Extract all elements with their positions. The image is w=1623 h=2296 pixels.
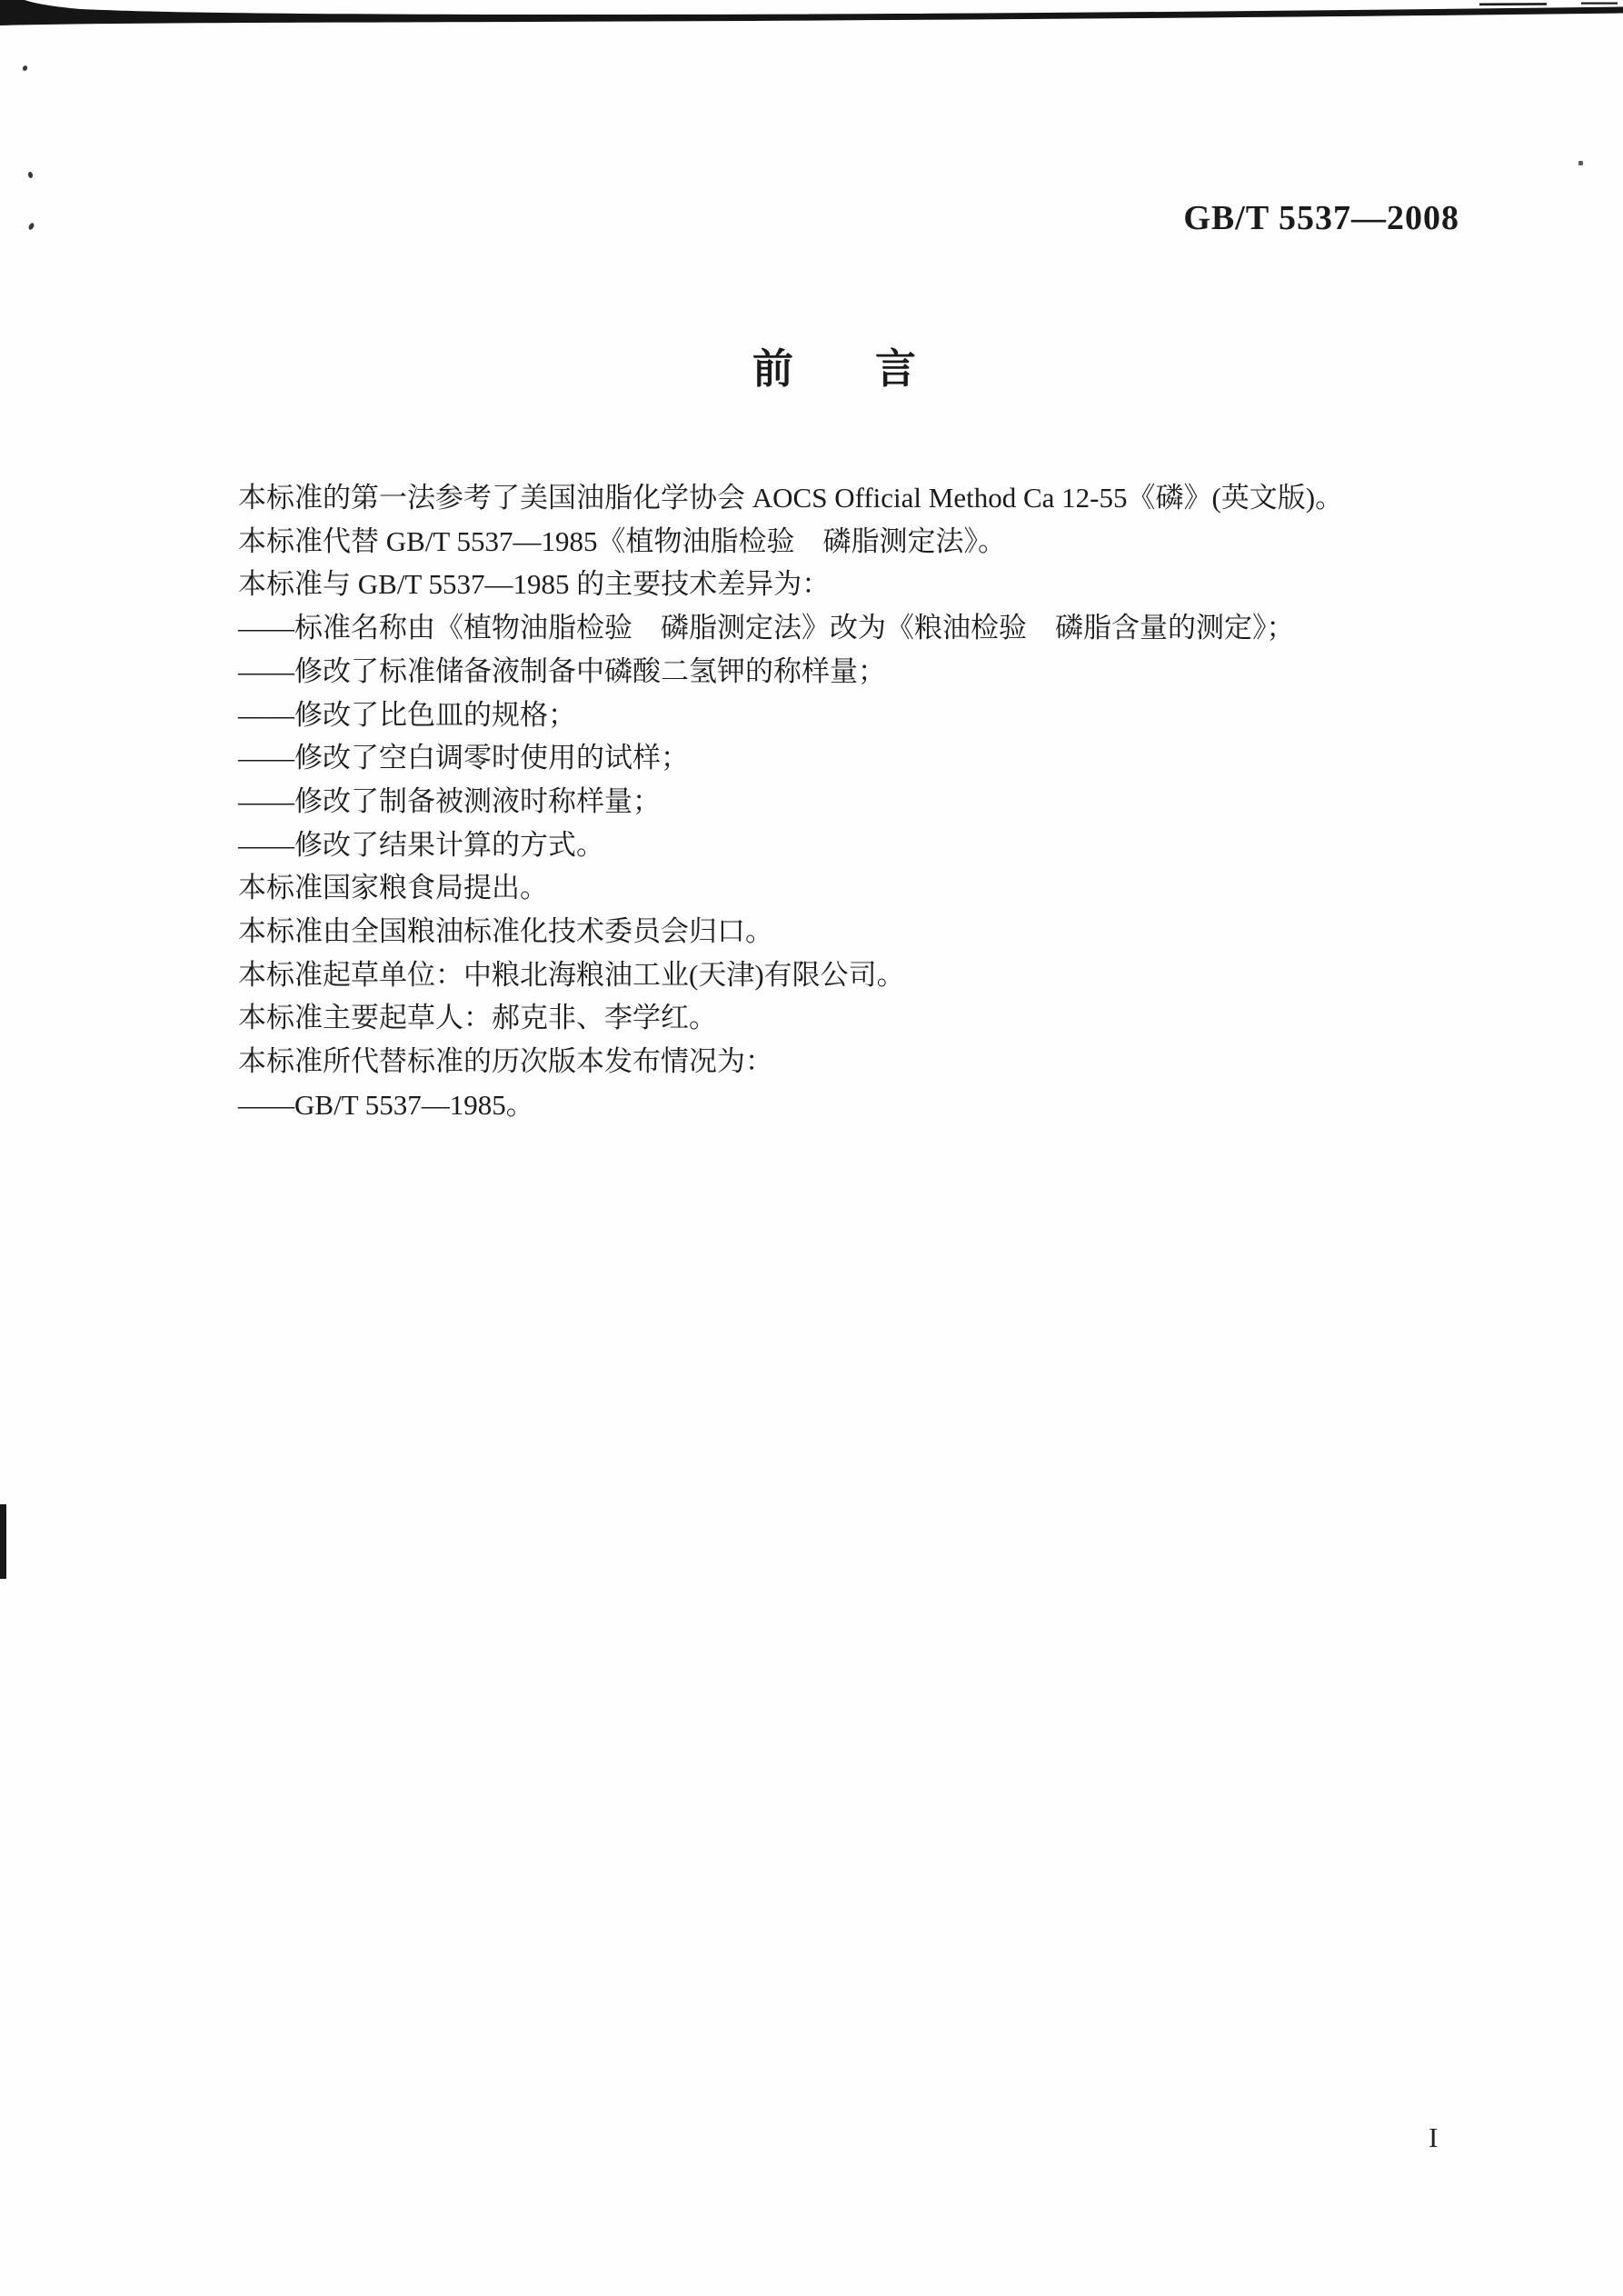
foreword-line: ——修改了标准储备液制备中磷酸二氢钾的称样量； <box>238 654 886 687</box>
page-number: I <box>1429 2121 1439 2153</box>
scan-speck <box>1578 161 1583 165</box>
foreword-line: 本标准起草单位：中粮北海粮油工业(天津)有限公司。 <box>238 958 905 991</box>
standard-number: GB/T 5537—2008 <box>1183 199 1459 237</box>
scan-artifact-left-bar <box>0 1504 6 1579</box>
foreword-line: ——修改了空白调零时使用的试样； <box>238 742 689 774</box>
foreword-line: 本标准代替 GB/T 5537—1985《植物油脂检验 磷脂测定法》。 <box>238 524 1007 557</box>
page-title: 前 言 <box>752 346 917 392</box>
foreword-line: 本标准所代替标准的历次版本发布情况为： <box>238 1045 773 1078</box>
foreword-line: 本标准主要起草人：郝克非、李学红。 <box>238 1002 717 1034</box>
foreword-line: ——修改了制备被测液时称样量； <box>238 784 661 817</box>
foreword-line: ——GB/T 5537—1985。 <box>238 1088 534 1121</box>
scan-speck <box>27 222 35 230</box>
foreword-line: 本标准的第一法参考了美国油脂化学协会 AOCS Official Method Ca 12-55《磷》(英文版)。 <box>238 482 1344 514</box>
foreword-line: ——标准名称由《植物油脂检验 磷脂测定法》改为《粮油检验 磷脂含量的测定》； <box>238 612 1295 644</box>
foreword-line: 本标准与 GB/T 5537—1985 的主要技术差异为： <box>238 568 831 601</box>
foreword-line: ——修改了结果计算的方式。 <box>238 828 604 861</box>
scan-artifact-top-edge <box>0 0 1623 31</box>
foreword-line: 本标准由全国粮油标准化技术委员会归口。 <box>238 915 773 948</box>
scan-speck <box>27 171 34 178</box>
foreword-body <box>182 476 1472 1127</box>
scan-speck <box>22 65 28 72</box>
foreword-line: 本标准国家粮食局提出。 <box>238 872 548 904</box>
foreword-line: ——修改了比色皿的规格； <box>238 698 576 731</box>
